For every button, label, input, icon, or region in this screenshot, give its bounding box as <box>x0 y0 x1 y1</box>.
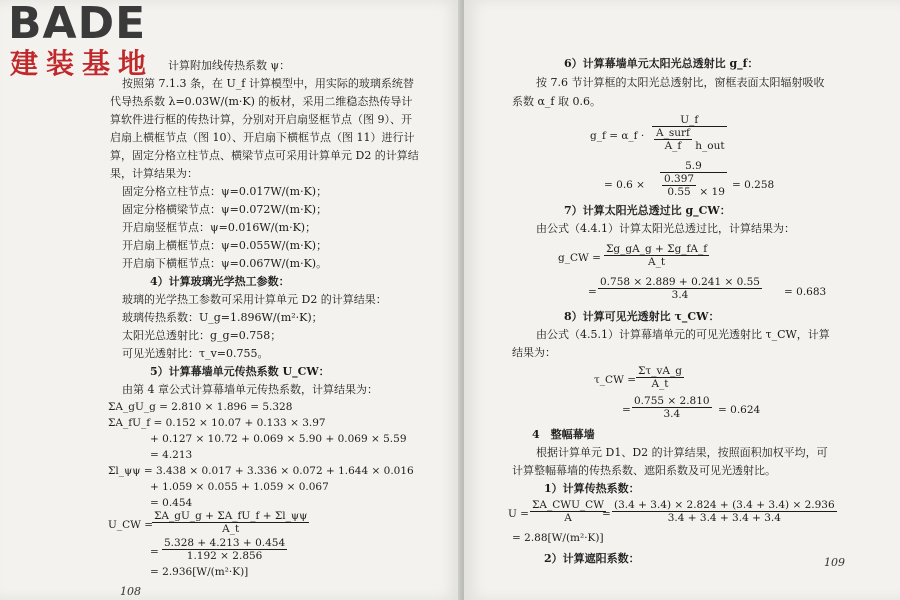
equation-line: + 0.127 × 10.72 + 0.069 × 5.90 + 0.069 × 5.59 <box>150 433 407 445</box>
fraction <box>530 499 606 524</box>
fraction-denominator: 3.4 + 3.4 + 3.4 + 3.4 <box>667 512 781 524</box>
equation-line: = 2.88[W/(m²·K)] <box>512 532 604 544</box>
equation-label: τ_CW = <box>594 374 637 386</box>
text-line: 计算附加线传热系数 ψ： <box>168 59 291 72</box>
fraction-denominator: A_t <box>222 523 240 535</box>
fraction <box>632 395 712 420</box>
fraction-denominator: 1.192 × 2.856 <box>186 550 263 562</box>
section-heading: 7）计算太阳光总透过比 g_CW： <box>564 204 731 217</box>
equation-line: = <box>622 404 631 416</box>
text-line: 按 7.6 节计算框的太阳光总透射比，窗框表面太阳辐射吸收 <box>536 76 825 89</box>
equation-line: + 1.059 × 0.055 + 1.059 × 0.067 <box>150 481 329 493</box>
equation-line: = 0.683 <box>784 286 827 298</box>
equation-symbol: × 19 <box>699 186 725 198</box>
fraction <box>636 365 684 390</box>
section-heading: 1）计算传热系数： <box>544 482 640 495</box>
equation-line: = 4.213 <box>150 449 193 461</box>
fraction-denominator: 0.55 <box>667 186 691 198</box>
fraction-numerator: 0.755 × 2.810 <box>634 395 710 407</box>
text-line: 开启扇竖框节点：ψ=0.016W/(m·K)； <box>122 221 317 234</box>
fraction-numerator: ΣA_CWU_CW <box>532 499 605 511</box>
section-heading: 8）计算可见光透射比 τ_CW： <box>564 310 720 323</box>
text-line: 由第 4 章公式计算幕墙单元传热系数，计算结果为： <box>122 383 378 396</box>
fraction <box>612 499 837 524</box>
fraction <box>660 160 727 198</box>
equation-label: U_CW = <box>108 519 154 531</box>
fraction-numerator: U_f <box>652 114 727 127</box>
section-heading: 4 整幅幕墙 <box>532 428 595 441</box>
equation-line: = 0.6 × <box>604 179 645 191</box>
fraction-numerator: 0.758 × 2.889 + 0.241 × 0.55 <box>600 276 760 288</box>
text-line: 玻璃的光学热工参数可采用计算单元 D2 的计算结果： <box>122 293 387 306</box>
equation-label: g_CW = <box>558 252 601 264</box>
text-line: 计算整幅幕墙的传热系数、遮阳系数及可见光透射比。 <box>512 464 776 477</box>
fraction <box>598 276 762 301</box>
fraction-denominator: A_t <box>651 378 669 390</box>
text-line: 由公式（4.5.1）计算幕墙单元的可见光透射比 τ_CW，计算 <box>536 328 830 341</box>
text-line: 开启扇下横框节点：ψ=0.067W/(m·K)。 <box>122 257 328 270</box>
equation-line: ΣA_fU_f = 0.152 × 10.07 + 0.133 × 3.97 <box>108 417 326 429</box>
fraction-denominator: A_f <box>664 140 682 152</box>
fraction <box>152 510 309 535</box>
equation-line: = 0.624 <box>718 404 761 416</box>
fraction-denominator <box>652 127 727 152</box>
text-line: 固定分格立柱节点：ψ=0.017W/(m·K)； <box>122 185 328 198</box>
text-line: 可见光透射比：τ_v=0.755。 <box>122 347 269 360</box>
text-line: 玻璃传热系数：U_g=1.896W/(m²·K)； <box>122 311 323 324</box>
text-line: 根据计算单元 D1、D2 的计算结果，按照面积加权平均，可 <box>536 446 828 459</box>
fraction <box>604 243 709 268</box>
fraction-denominator: 3.4 <box>671 289 689 301</box>
right-page <box>464 0 900 600</box>
fraction-numerator: Στ_vA_g <box>638 365 682 377</box>
section-heading: 6）计算幕墙单元太阳光总透射比 g_f： <box>564 57 759 70</box>
fraction <box>662 173 696 198</box>
text-line: 开启扇上横框节点：ψ=0.055W/(m·K)； <box>122 239 328 252</box>
equation-line: ΣA_gU_g = 2.810 × 1.896 = 5.328 <box>108 401 293 413</box>
equation-line: = <box>150 546 159 558</box>
equation-line: = 0.454 <box>150 497 193 509</box>
fraction <box>162 537 287 562</box>
section-heading: 5）计算幕墙单元传热系数 U_CW： <box>150 365 330 378</box>
logo-subtitle: 建装基地 <box>10 47 155 80</box>
fraction-numerator: A_surf <box>656 127 690 139</box>
page-number: 109 <box>824 556 845 569</box>
fraction-denominator <box>660 173 727 198</box>
equation-label: U = <box>508 508 529 520</box>
fraction-denominator: A_t <box>648 256 666 268</box>
fraction-numerator: 5.9 <box>660 160 727 173</box>
text-line: 系数 α_f 取 0.6。 <box>512 95 601 108</box>
equation-label: g_f = α_f · <box>590 130 645 142</box>
section-heading: 4）计算玻璃光学热工参数： <box>150 275 290 288</box>
text-line: 启扇上横框节点（图 10）、开启扇下横框节点（图 11）进行计 <box>110 131 415 144</box>
equation-line: = 2.936[W/(m²·K)] <box>150 566 249 578</box>
fraction-denominator: 3.4 <box>663 408 681 420</box>
fraction-numerator: 5.328 + 4.213 + 0.454 <box>164 537 286 549</box>
text-line: 按照第 7.1.3 条，在 U_f 计算模型中，用实际的玻璃系统替 <box>122 77 414 90</box>
page-number: 108 <box>120 585 141 598</box>
fraction-denominator: A <box>564 512 572 524</box>
equation-line: = <box>588 286 597 298</box>
fraction <box>654 127 692 152</box>
text-line: 太阳光总透射比：g_g=0.758； <box>122 329 282 342</box>
fraction <box>652 114 727 152</box>
section-heading: 2）计算遮阳系数： <box>544 552 640 565</box>
equation-line: = <box>602 508 611 520</box>
text-line: 果，计算结果为： <box>110 167 198 180</box>
equation-symbol: h_out <box>695 140 725 152</box>
text-line: 代导热系数 λ=0.03W/(m·K) 的板材，采用二维稳态热传导计 <box>110 95 413 108</box>
text-line: 固定分格横梁节点：ψ=0.072W/(m·K)； <box>122 203 328 216</box>
text-line: 算软件进行框的传热计算，分别对开启扇竖框节点（图 9）、开 <box>110 113 412 126</box>
equation-line: = 0.258 <box>732 179 775 191</box>
fraction-numerator: 0.397 <box>664 173 695 185</box>
fraction-numerator: Σg_gA_g + Σg_fA_f <box>606 243 708 255</box>
fraction-numerator: ΣA_gU_g + ΣA_fU_f + Σl_ψψ <box>154 510 308 522</box>
logo-wordmark: BADE <box>8 0 147 49</box>
text-line: 结果为： <box>512 346 556 359</box>
fraction-numerator: (3.4 + 3.4) × 2.824 + (3.4 + 3.4) × 2.936 <box>614 499 835 511</box>
text-line: 算，固定分格立柱节点、横梁节点可采用计算单元 D2 的计算结 <box>110 149 419 162</box>
equation-line: Σl_ψψ = 3.438 × 0.017 + 3.336 × 0.072 + 1.644 × 0.016 <box>108 465 414 477</box>
text-line: 由公式（4.4.1）计算太阳光总透过比，计算结果为： <box>536 222 795 235</box>
bade-logo <box>8 2 178 84</box>
